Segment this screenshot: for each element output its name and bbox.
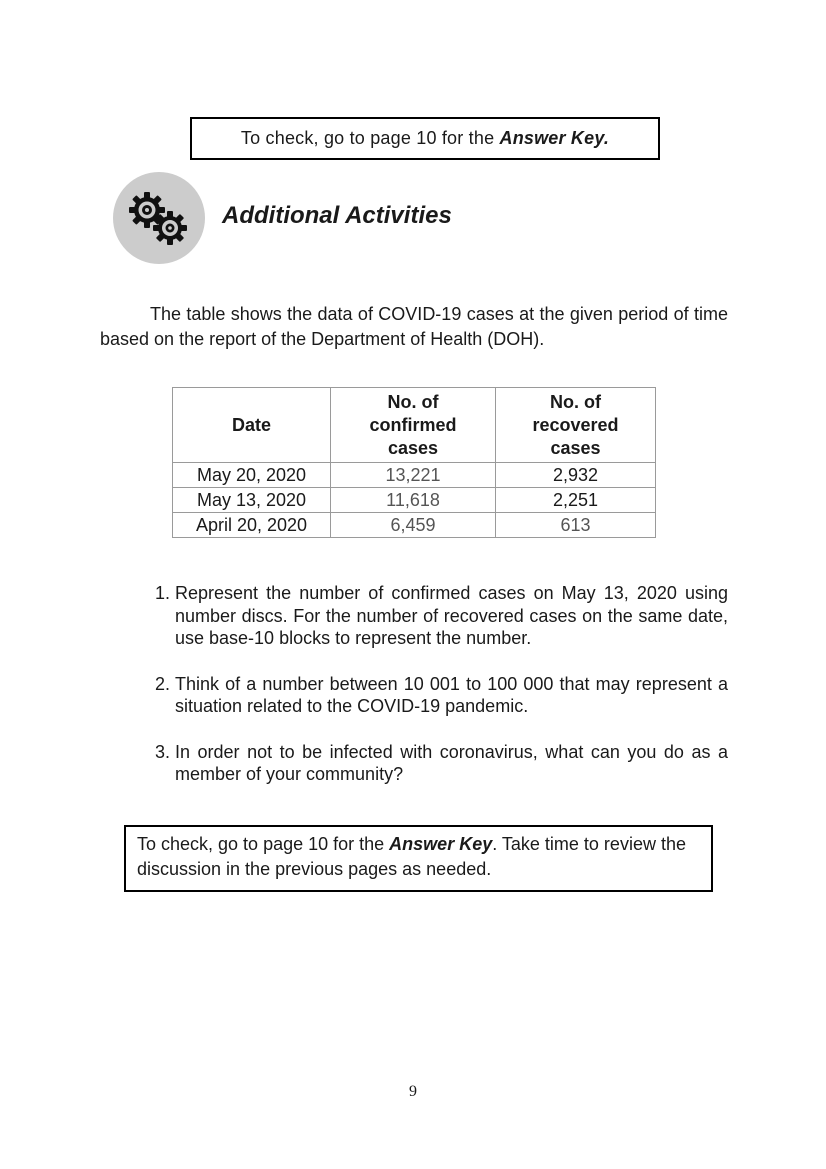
header-confirmed <box>331 388 496 463</box>
table-row <box>173 513 656 538</box>
page-number: 9 <box>409 1083 417 1100</box>
table-row <box>173 488 656 513</box>
header-line: cases <box>387 437 439 458</box>
cell-confirmed: 6,459 <box>331 513 496 538</box>
header-line: No. of <box>550 391 601 412</box>
header-line: confirmed <box>369 414 457 435</box>
table-header-row <box>173 388 656 463</box>
header-line: recovered <box>532 414 619 435</box>
cell-date: May 13, 2020 <box>173 488 331 513</box>
note-text: To check, go to page 10 for the <box>240 128 500 148</box>
header-recovered <box>496 388 656 463</box>
cell-date: May 20, 2020 <box>173 463 331 488</box>
list-item: 3. In order not to be infected with coronavirus, what can you do as a member of your community? <box>175 741 728 786</box>
cell-confirmed: 11,618 <box>331 488 496 513</box>
list-item: 1. Represent the number of confirmed cases on May 13, 2020 using number discs. For the number of recovered cases on the same date, use base-10 blocks to represent the number. <box>175 582 728 650</box>
answer-key-note-bottom <box>124 825 713 892</box>
cell-date: April 20, 2020 <box>173 513 331 538</box>
cell-recovered: 613 <box>496 513 656 538</box>
header-line: cases <box>550 437 601 458</box>
section-title: Additional Activities <box>222 202 452 229</box>
activity-list <box>150 582 728 809</box>
answer-key-note-top <box>190 117 660 160</box>
header-line: No. of <box>387 391 439 412</box>
answer-key-label: Answer Key. <box>499 128 610 148</box>
table-row <box>173 463 656 488</box>
cell-confirmed: 13,221 <box>331 463 496 488</box>
note-text: To check, go to page 10 for the <box>137 834 390 854</box>
list-item: 2. Think of a number between 10 001 to 100 000 that may represent a situation related to the COVID-19 pandemic. <box>175 673 728 718</box>
intro-paragraph: The table shows the data of COVID-19 cases at the given period of time based on the report of the Department of Health (DOH). <box>100 304 728 349</box>
header-date: Date <box>173 388 331 463</box>
cell-recovered: 2,251 <box>496 488 656 513</box>
note-text-suffix: . Take time to review the discussion in the previous pages as needed. <box>137 834 686 879</box>
cell-recovered: 2,932 <box>496 463 656 488</box>
covid-cases-table <box>172 387 656 538</box>
gears-icon <box>113 172 205 264</box>
answer-key-label: Answer Key <box>389 834 493 854</box>
